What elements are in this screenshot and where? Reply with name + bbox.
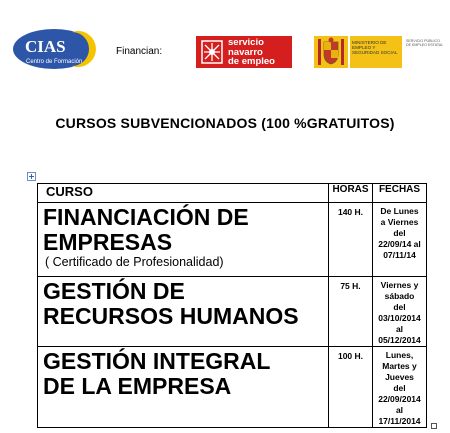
course-subtitle: ( Certificado de Profesionalidad): [45, 255, 224, 269]
coat-of-arms-icon: [314, 36, 348, 68]
date-line: 22/09/2014: [378, 394, 421, 404]
date-line: 05/12/2014: [378, 335, 421, 345]
header-hours: HORAS: [329, 184, 373, 203]
date-line: al: [395, 324, 404, 334]
date-line: Lunes,: [385, 350, 414, 360]
course-cell: [38, 347, 329, 428]
cias-logo: [12, 26, 100, 70]
date-line: Viernes y: [380, 280, 419, 290]
hours-cell: 100 H.: [329, 347, 373, 428]
course-title-line: DE LA EMPRESA: [43, 373, 232, 399]
courses-table: [37, 183, 427, 428]
course-cell: [38, 203, 329, 277]
dates-cell: [373, 203, 427, 277]
ministry-logo: [314, 36, 444, 68]
table-move-handle-icon[interactable]: [27, 172, 36, 181]
date-line: 07/11/14: [383, 250, 416, 260]
financian-label: Financian:: [116, 46, 163, 57]
date-line: Jueves: [385, 372, 414, 382]
header-course: CURSO: [38, 184, 329, 203]
date-line: 03/10/2014: [378, 313, 421, 323]
dates-cell: [373, 347, 427, 428]
date-line: 17/11/2014: [378, 416, 421, 426]
table-header-row: [38, 184, 427, 203]
date-line: del: [393, 228, 406, 238]
course-title-line: FINANCIACIÓN DE: [43, 204, 249, 230]
cias-logo-name: CIAS: [25, 37, 66, 56]
dates-cell: [373, 277, 427, 347]
table-row: [38, 347, 427, 428]
course-title-line: EMPRESAS: [43, 229, 173, 255]
date-line: del: [393, 302, 406, 312]
table-row: [38, 277, 427, 347]
hours-cell: 75 H.: [329, 277, 373, 347]
header-dates: FECHAS: [373, 184, 427, 203]
servicio-navarro-empleo-logo: [196, 36, 292, 68]
date-line: del: [393, 383, 406, 393]
hours-cell: 140 H.: [329, 203, 373, 277]
date-line: Martes y: [382, 361, 417, 371]
date-line: 22/09/14 al: [378, 239, 421, 249]
page-heading: CURSOS SUBVENCIONADOS (100 %GRATUITOS): [55, 115, 395, 131]
course-cell: [38, 277, 329, 347]
cias-logo-subtitle: Centro de Formación: [26, 59, 83, 65]
sne-line-3: de empleo: [228, 56, 275, 67]
sepe-name: SERVICIO PÚBLICO DE EMPLEO ESTATAL: [406, 39, 444, 48]
date-line: sábado: [384, 291, 415, 301]
date-line: De Lunes: [380, 206, 419, 216]
sne-line-2: navarro: [228, 46, 263, 58]
course-title-line: GESTIÓN INTEGRAL: [43, 348, 271, 374]
course-title-line: RECURSOS HUMANOS: [43, 303, 299, 329]
table-resize-handle-icon[interactable]: [431, 423, 437, 429]
ministry-name: MINISTERIO DE EMPLEO Y SEGURIDAD SOCIAL: [352, 40, 398, 55]
date-line: a Viernes: [380, 217, 419, 227]
sne-line-1: servicio: [228, 37, 264, 48]
date-line: al: [395, 405, 404, 415]
table-row: [38, 203, 427, 277]
sne-emblem-icon: [201, 40, 223, 64]
course-title-line: GESTIÓN DE: [43, 278, 185, 304]
